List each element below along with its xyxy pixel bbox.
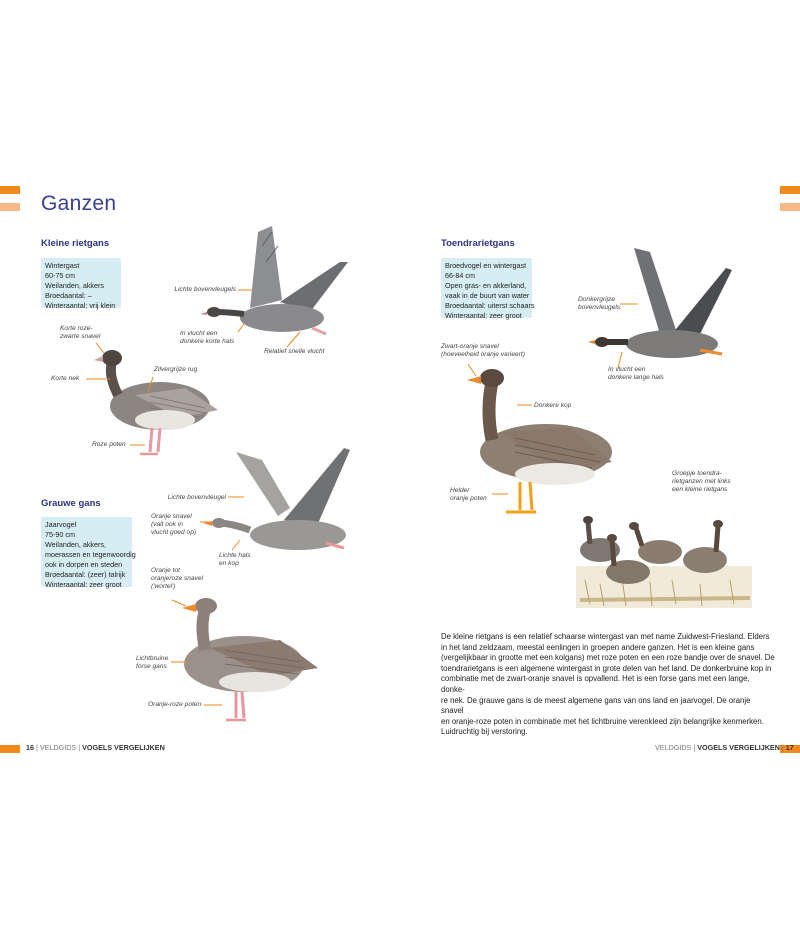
info-line: Broedvogel en wintergast: [445, 261, 527, 270]
body-line: in het land zeldzaam, meestal eenlingen in groepen andere ganzen. Het is een kleine gans: [441, 642, 755, 652]
label-line: rietganzen met links: [672, 478, 731, 485]
pink-footed-goose-flying-illustration: [200, 226, 348, 334]
info-box-grauwe-gans: [41, 517, 136, 589]
species-heading-kleine-rietgans: Kleine rietgans: [41, 238, 110, 249]
info-box-kleine-rietgans: [41, 258, 121, 308]
label-line: Lichtbruine: [136, 655, 169, 662]
goose-group-illustration: [576, 516, 752, 608]
footer-bar-left: [0, 745, 20, 753]
label-korte-hals: [180, 330, 234, 346]
label-snelle-vlucht: Relatief snelle vlucht: [264, 348, 325, 355]
footer-chapter-right: VOGELS VERGELIJKEN: [697, 743, 780, 752]
body-line: (vergelijkbaar in grootte met een kolgans) met roze poten en een roze bandje over de snavel. De: [441, 653, 775, 663]
info-line: Broedaantal: –: [45, 291, 92, 300]
label-line: oranjeroze snavel: [151, 575, 204, 582]
label-line: forse gans: [136, 663, 167, 670]
label-korte-nek: Korte nek: [51, 375, 80, 382]
label-zwart-oranje-snavel: [441, 343, 525, 359]
label-line: donkere korte hals: [180, 338, 235, 345]
footer-chapter-left: VOGELS VERGELIJKEN: [82, 743, 165, 752]
label-line: bovenvleugels: [578, 304, 621, 311]
info-line: Broedaantal: (zeer) talrijk: [45, 570, 126, 579]
footer-section-left: VELDGIDS: [39, 743, 77, 752]
label-lichtbruine-forse-gans: [136, 655, 168, 671]
label-line: donkere lange hals: [608, 374, 664, 381]
label-zilvergrijze-rug: Zilvergrijze rug: [154, 366, 198, 373]
info-line: 75-90 cm: [45, 530, 75, 539]
info-line: Weilanden, akkers: [45, 281, 104, 290]
label-line: In vlucht een: [180, 330, 218, 337]
label-korte-snavel: [60, 325, 100, 341]
label-lichte-hals: [219, 552, 251, 568]
label-line: een kleine rietgans: [672, 486, 728, 493]
info-line: Winteraantal: zeer groot: [45, 580, 122, 589]
label-lange-hals: [608, 366, 664, 382]
label-line: Oranje snavel: [151, 513, 192, 520]
label-line: (hoeveelheid oranje varieert): [441, 351, 525, 358]
footer-right: VELDGIDS | VOGELS VERGELIJKEN | 17: [655, 743, 794, 752]
species-heading-toendrarietgans: Toendrarietgans: [441, 238, 515, 249]
body-line: toendrarietgans is een algemene wintergast in grote delen van het land. De donkerbruine kop in: [441, 663, 772, 673]
info-line: Weilanden, akkers,: [45, 540, 106, 549]
body-paragraph: [441, 632, 775, 738]
label-oranje-wortel: [151, 567, 203, 591]
info-line: Open gras- en akkerland,: [445, 281, 527, 290]
label-lichte-bovenvleugel: Lichte bovenvleugel: [167, 494, 226, 501]
label-line: zwarte snavel: [60, 333, 101, 340]
info-box-toendrarietgans: [441, 258, 535, 320]
label-roze-poten: Roze poten: [92, 441, 126, 448]
label-line: In vlucht een: [608, 366, 646, 373]
label-line: en kop: [219, 560, 239, 567]
info-line: 60-75 cm: [45, 271, 75, 280]
body-line: re nek. De grauwe gans is de meest algemene gans van ons land en jaarvogel. De oranje snavel: [441, 695, 751, 716]
footer-left: 16 | VELDGIDS | VOGELS VERGELIJKEN: [26, 743, 165, 752]
info-line: Winteraantal: zeer groot: [445, 311, 522, 320]
label-line: Donkergrijze: [578, 296, 616, 303]
label-line: (valt ook in: [151, 521, 183, 528]
page-number-left: 16: [26, 743, 34, 752]
body-line: en oranje-roze poten in combinatie met het lichtbruine verenkleed zijn belangrijke kenmerken.: [441, 716, 764, 726]
info-line: moerassen en tegenwoordig: [45, 550, 136, 559]
info-line: Broedaantal: uiterst schaars: [445, 301, 535, 310]
label-line: vlucht goed op): [151, 529, 197, 536]
info-line: Wintergast: [45, 261, 80, 270]
label-oranje-snavel-vlucht: [151, 513, 196, 537]
label-donkergrijze-bovenvleugels: [578, 296, 620, 312]
body-line: De kleine rietgans is een relatief schaarse wintergast van met name Zuidwest-Friesland. Elders: [441, 632, 770, 641]
info-line: Jaarvogel: [45, 520, 77, 529]
label-line: Zwart-oranje snavel: [441, 343, 499, 350]
label-line: ('wortel'): [151, 583, 176, 590]
label-line: Groepje toendra-: [672, 470, 722, 477]
label-lichte-bovenvleugels: Lichte bovenvleugels: [174, 286, 236, 293]
info-line: Winteraantal: vrij klein: [45, 301, 116, 310]
info-line: ook in dorpen en steden: [45, 560, 123, 569]
label-line: Korte roze-: [60, 325, 93, 332]
footer-section-right: VELDGIDS: [655, 743, 692, 752]
label-line: Oranje tot: [151, 567, 180, 574]
label-donkere-kop: Donkere kop: [534, 402, 572, 409]
label-line: oranje poten: [450, 495, 487, 502]
label-helder-oranje-poten: [450, 487, 487, 503]
label-line: Lichte hals: [219, 552, 251, 559]
species-heading-grauwe-gans: Grauwe gans: [41, 498, 101, 509]
page-title: Ganzen: [41, 192, 117, 215]
tundra-bean-goose-standing-illustration: [467, 369, 612, 512]
page-number-right: 17: [785, 743, 794, 752]
label-oranje-roze-poten: Oranje-roze poten: [148, 701, 202, 708]
info-line: 66-84 cm: [445, 271, 475, 280]
body-line: Luidruchtig bij verstoring.: [441, 727, 528, 737]
label-groepje: [672, 470, 731, 494]
body-line: combinatie met de zwart-oranje snavel is opvallend. Het is een forse gans met een lange, donke-: [441, 674, 750, 694]
greylag-goose-standing-illustration: [182, 598, 318, 720]
info-line: vaak in de buurt van water: [445, 291, 530, 300]
label-line: Helder: [450, 487, 470, 494]
